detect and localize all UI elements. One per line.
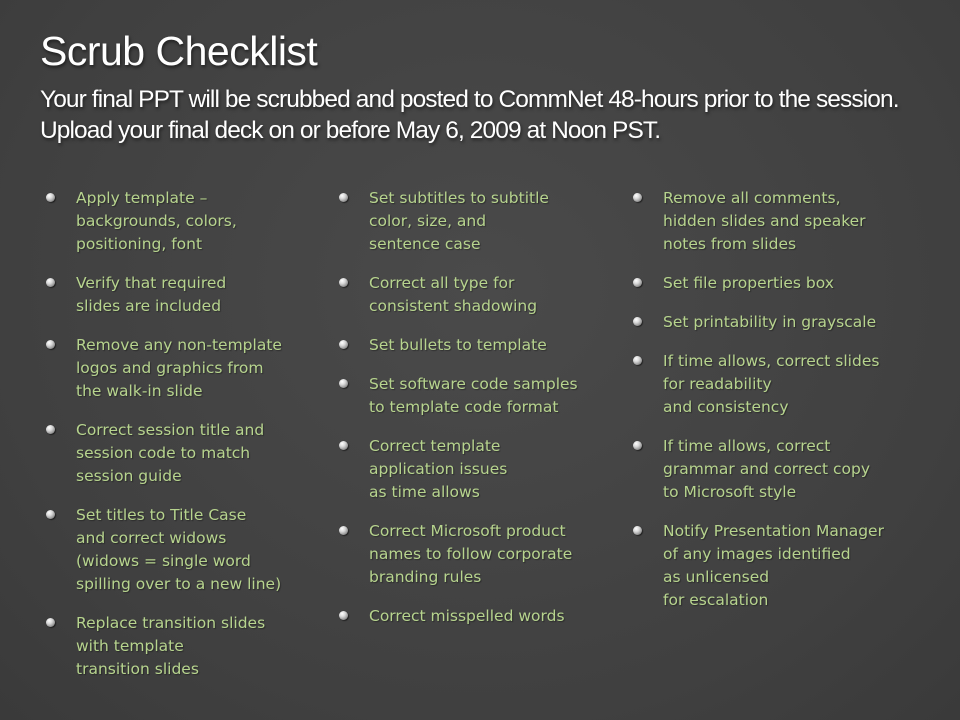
sphere-bullet-icon (46, 193, 55, 202)
checklist-item (46, 612, 306, 681)
checklist-item (339, 373, 599, 419)
sphere-bullet-icon (633, 278, 642, 287)
slide-title: Scrub Checklist (40, 28, 318, 74)
checklist-item (633, 520, 893, 612)
sphere-bullet-icon (633, 193, 642, 202)
checklist-column-1 (46, 187, 306, 697)
checklist-item-text: Set printability in grayscale (663, 313, 877, 331)
checklist-item (46, 187, 306, 256)
checklist-item (46, 504, 306, 596)
checklist-item (46, 334, 306, 403)
checklist-item-text: Correct misspelled words (369, 607, 565, 625)
sphere-bullet-icon (633, 356, 642, 365)
sphere-bullet-icon (633, 441, 642, 450)
sphere-bullet-icon (633, 317, 642, 326)
checklist-item-text: Set subtitles to subtitle color, size, and sentence case (369, 189, 549, 253)
checklist-item (633, 435, 893, 504)
checklist-item (339, 272, 599, 318)
checklist-column-3 (633, 187, 893, 628)
checklist-item (633, 311, 893, 334)
sphere-bullet-icon (46, 510, 55, 519)
checklist-item-text: Verify that required slides are included (76, 274, 227, 315)
sphere-bullet-icon (339, 278, 348, 287)
checklist-item-text: Correct session title and session code to match session guide (76, 421, 265, 485)
checklist-item (46, 419, 306, 488)
sphere-bullet-icon (339, 526, 348, 535)
sphere-bullet-icon (46, 278, 55, 287)
checklist-item-text: Correct template application issues as time allows (369, 437, 508, 501)
checklist-item-text: If time allows, correct slides for readability and consistency (663, 352, 880, 416)
checklist-item-text: Notify Presentation Manager of any images identified as unlicensed for escalation (663, 522, 884, 609)
sphere-bullet-icon (46, 340, 55, 349)
checklist-item (339, 520, 599, 589)
checklist-item-text: Remove all comments, hidden slides and speaker notes from slides (663, 189, 866, 253)
sphere-bullet-icon (339, 193, 348, 202)
checklist-item (633, 350, 893, 419)
checklist-item-text: Set software code samples to template code format (369, 375, 578, 416)
checklist-item-text: Apply template – backgrounds, colors, positioning, font (76, 189, 237, 253)
checklist-item-text: If time allows, correct grammar and correct copy to Microsoft style (663, 437, 871, 501)
checklist-item-text: Set bullets to template (369, 336, 547, 354)
sphere-bullet-icon (633, 526, 642, 535)
checklist-item-text: Set file properties box (663, 274, 834, 292)
checklist-item (339, 187, 599, 256)
checklist-item-text: Correct all type for consistent shadowing (369, 274, 538, 315)
checklist-item (633, 272, 893, 295)
checklist-item-text: Set titles to Title Case and correct widows (widows = single word spilling over to a new line) (76, 506, 282, 593)
checklist-item (46, 272, 306, 318)
checklist-item-text: Correct Microsoft product names to follow corporate branding rules (369, 522, 573, 586)
sphere-bullet-icon (339, 611, 348, 620)
sphere-bullet-icon (339, 441, 348, 450)
checklist-column-2 (339, 187, 599, 644)
checklist-item (339, 605, 599, 628)
sphere-bullet-icon (46, 425, 55, 434)
checklist-item-text: Remove any non-template logos and graphics from the walk-in slide (76, 336, 282, 400)
checklist-item-text: Replace transition slides with template transition slides (76, 614, 266, 678)
sphere-bullet-icon (339, 379, 348, 388)
checklist-item (633, 187, 893, 256)
sphere-bullet-icon (339, 340, 348, 349)
checklist-item (339, 435, 599, 504)
checklist-item (339, 334, 599, 357)
sphere-bullet-icon (46, 618, 55, 627)
slide-subtitle: Your final PPT will be scrubbed and posted to CommNet 48-hours prior to the session. Upload your final deck on or before May 6, 2009 at Noon PST. (40, 86, 899, 144)
